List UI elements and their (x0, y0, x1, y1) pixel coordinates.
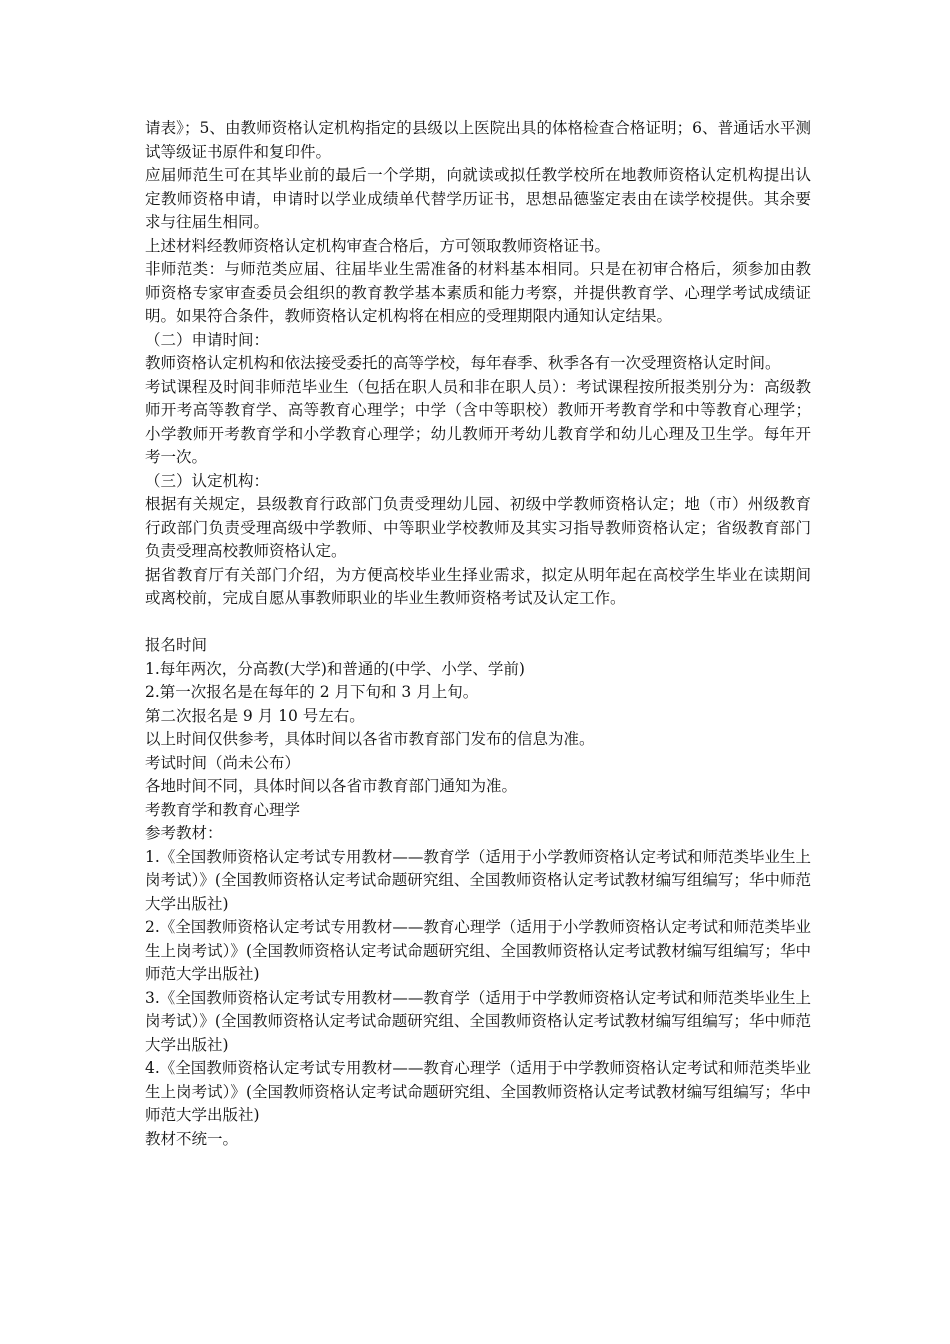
registration-item-1: 1.每年两次，分高教(大学)和普通的(中学、小学、学前) (145, 659, 525, 678)
reference-book-item: 3.《全国教师资格认定考试专用教材——教育学（适用于中学教师资格认定考试和师范类毕业生上岗考试）》(全国教师资格认定考试命题研究组、全国教师资格认定考试教材编写组编写；华中师范大学出版社) (145, 988, 811, 1054)
reference-book-item: 4.《全国教师资格认定考试专用教材——教育心理学（适用于中学教师资格认定考试和师范类毕业生上岗考试）》(全国教师资格认定考试命题研究组、全国教师资格认定考试教材编写组编写；华中师范大学出版社) (145, 1059, 811, 1124)
reference-book-item: 1.《全国教师资格认定考试专用教材——教育学（适用于小学教师资格认定考试和师范类毕业生上岗考试）》(全国教师资格认定考试命题研究组、全国教师资格认定考试教材编写组编写；华中师范大学出版社) (145, 847, 811, 913)
section-heading-application-time: （二）申请时间： (145, 330, 270, 349)
reference-book-item: 2.《全国教师资格认定考试专用教材——教育心理学（适用于小学教师资格认定考试和师范类毕业生上岗考试）》(全国教师资格认定考试命题研究组、全国教师资格认定考试教材编写组编写；华中师范大学出版社) (145, 918, 811, 983)
registration-heading: 报名时间 (145, 636, 208, 654)
paragraph-certificate-issuance: 上述材料经教师资格认定机构审查合格后，方可领取教师资格证书。 (145, 236, 611, 255)
paragraph-application-time: 教师资格认定机构和依法接受委托的高等学校，每年春季、秋季各有一次受理资格认定时间。 (145, 354, 781, 372)
registration-note: 以上时间仅供参考，具体时间以各省市教育部门发布的信息为准。 (145, 730, 595, 748)
paragraph-provincial-plan: 据省教育厅有关部门介绍，为方便高校毕业生择业需求，拟定从明年起在高校学生毕业在读期间或离校前，完成自愿从事教师职业的毕业生教师资格考试及认定工作。 (145, 565, 811, 607)
exam-subjects: 考教育学和教育心理学 (145, 800, 301, 819)
paragraph-non-normal-students: 非师范类：与师范类应届、往届毕业生需准备的材料基本相同。只是在初审合格后，须参加由教师资格专家审查委员会组织的教育教学基本素质和能力考察，并提供教育学、心理学考试成绩证明。如果符合条件，教师资格认定机构将在相应的受理期限内通知认定结果。 (145, 260, 811, 325)
blank-line (145, 611, 811, 635)
registration-item-2: 2.第一次报名是在每年的 2 月下旬和 3 月上旬。 (145, 683, 479, 701)
paragraph-requirements-tail: 请表》；5、由教师资格认定机构指定的县级以上医院出具的体格检查合格证明；6、普通话水平测试等级证书原件和复印件。 (145, 119, 811, 161)
exam-note: 各地时间不同，具体时间以各省市教育部门通知为准。 (145, 777, 518, 795)
registration-item-2b: 第二次报名是 9 月 10 号左右。 (145, 706, 365, 725)
paragraph-exam-courses: 考试课程及时间非师范毕业生（包括在职人员和非在职人员）：考试课程按所报类别分为：高级教师开考高等教育学、高等教育心理学；中学（含中等职校）教师开考教育学和中等教育心理学；小学教师开考教育学和小学教育心理学；幼儿教师开考幼儿教育学和幼儿心理及卫生学。每年开考一次。 (145, 377, 811, 466)
section-heading-certification-body: （三）认定机构： (145, 471, 270, 490)
closing-note: 教材不统一。 (145, 1129, 239, 1148)
paragraph-fresh-graduates: 应届师范生可在其毕业前的最后一个学期，向就读或拟任教学校所在地教师资格认定机构提出认定教师资格申请，申请时以学业成绩单代替学历证书，思想品德鉴定表由在读学校提供。其余要求与往届生相同。 (145, 166, 811, 231)
paragraph-certification-body: 根据有关规定，县级教育行政部门负责受理幼儿园、初级中学教师资格认定；地（市）州级教育行政部门负责受理高级中学教师、中等职业学校教师及其实习指导教师资格认定；省级教育部门负责受理高校教师资格认定。 (145, 495, 811, 560)
reference-books-heading: 参考教材： (145, 824, 223, 842)
document-page (145, 117, 811, 1151)
exam-heading: 考试时间（尚未公布） (145, 753, 301, 772)
